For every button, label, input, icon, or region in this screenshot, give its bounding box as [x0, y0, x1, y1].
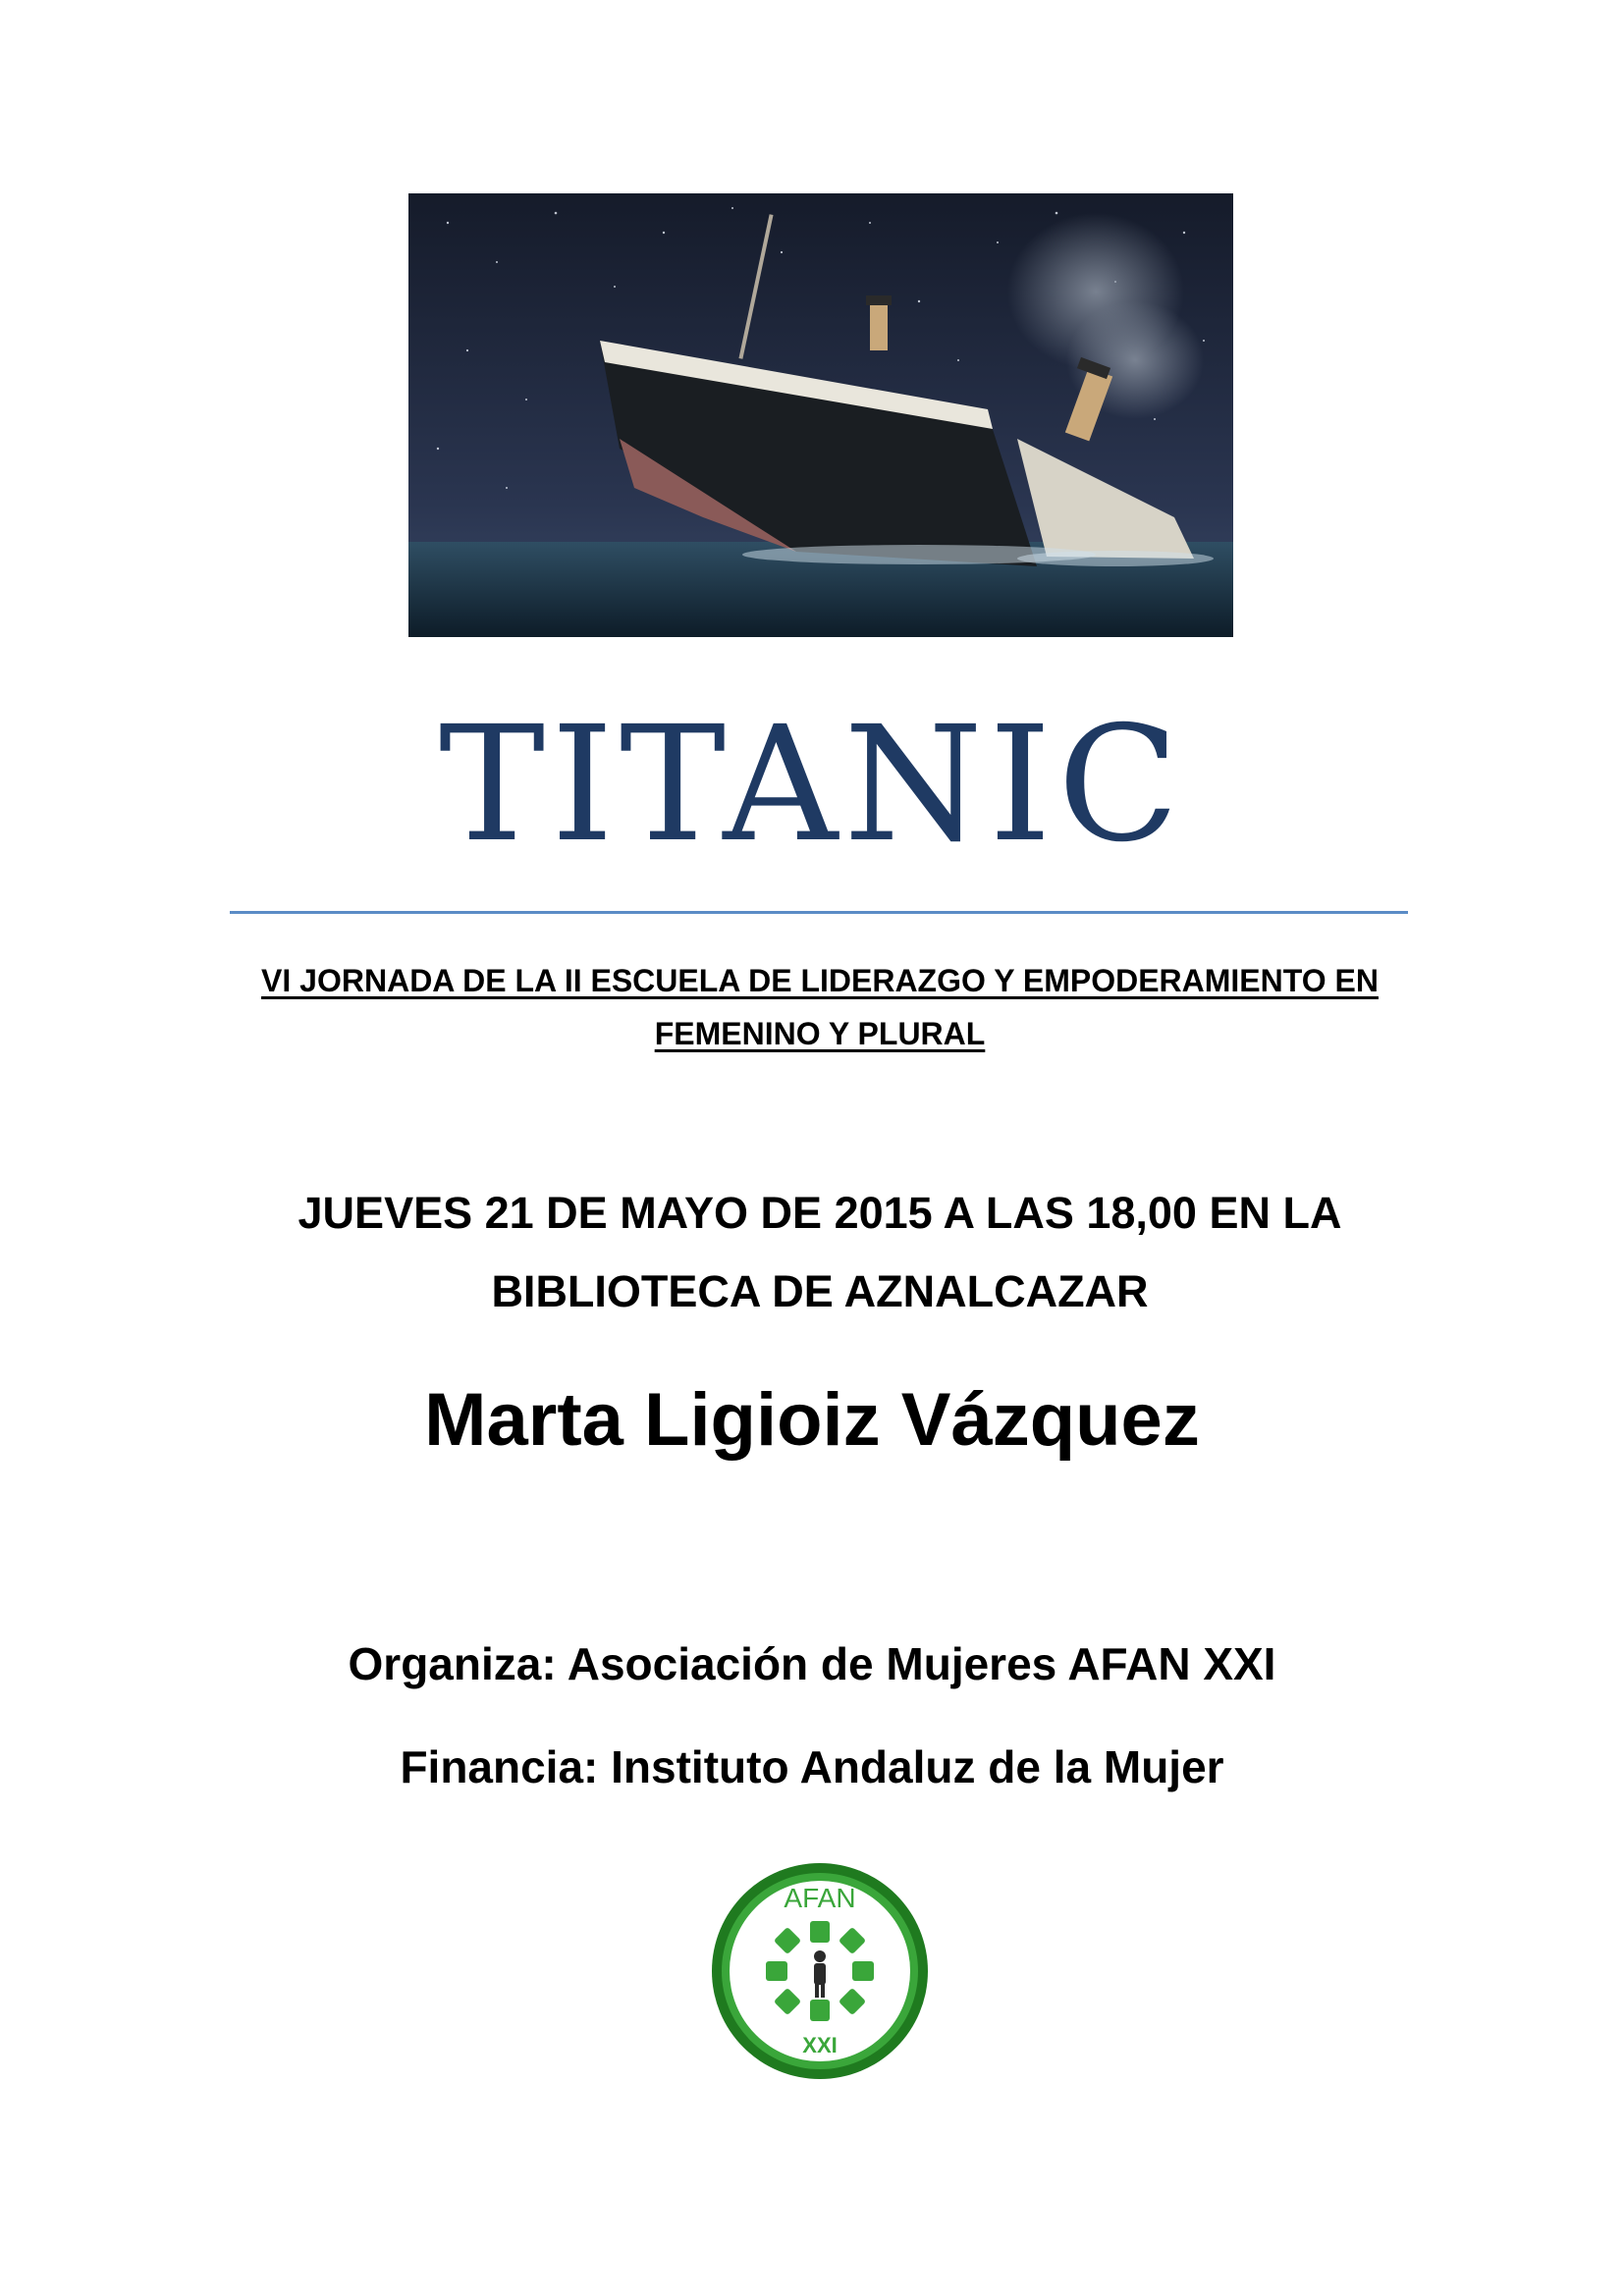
funder-line: Financia: Instituto Andaluz de la Mujer [400, 1741, 1224, 1792]
event-date-location [196, 1174, 1443, 1331]
subtitle-line-2: FEMENINO Y PLURAL [654, 1016, 986, 1051]
titanic-photo [408, 193, 1233, 637]
date-line: JUEVES 21 DE MAYO DE 2015 A LAS 18,00 EN LA [298, 1188, 1342, 1238]
poster-title: TITANIC [439, 693, 1185, 878]
sinking-ship-image [408, 193, 1233, 637]
location-line: BIBLIOTECA DE AZNALCAZAR [491, 1266, 1149, 1316]
subtitle-line-1: VI JORNADA DE LA II ESCUELA DE LIDERAZGO Y EMPODERAMIENTO EN [261, 963, 1379, 998]
afan-logo-emblem [709, 1860, 931, 2082]
afan-xxi-logo [709, 1860, 931, 2082]
title-divider [230, 911, 1408, 914]
organizer-line: Organiza: Asociación de Mujeres AFAN XXI [348, 1638, 1276, 1689]
logo-top-text: AFAN [784, 1883, 856, 1913]
speaker-name: Marta Ligioiz Vázquez [424, 1378, 1200, 1462]
logo-bottom-text: XXI [802, 2033, 838, 2057]
event-subtitle [196, 954, 1443, 1060]
